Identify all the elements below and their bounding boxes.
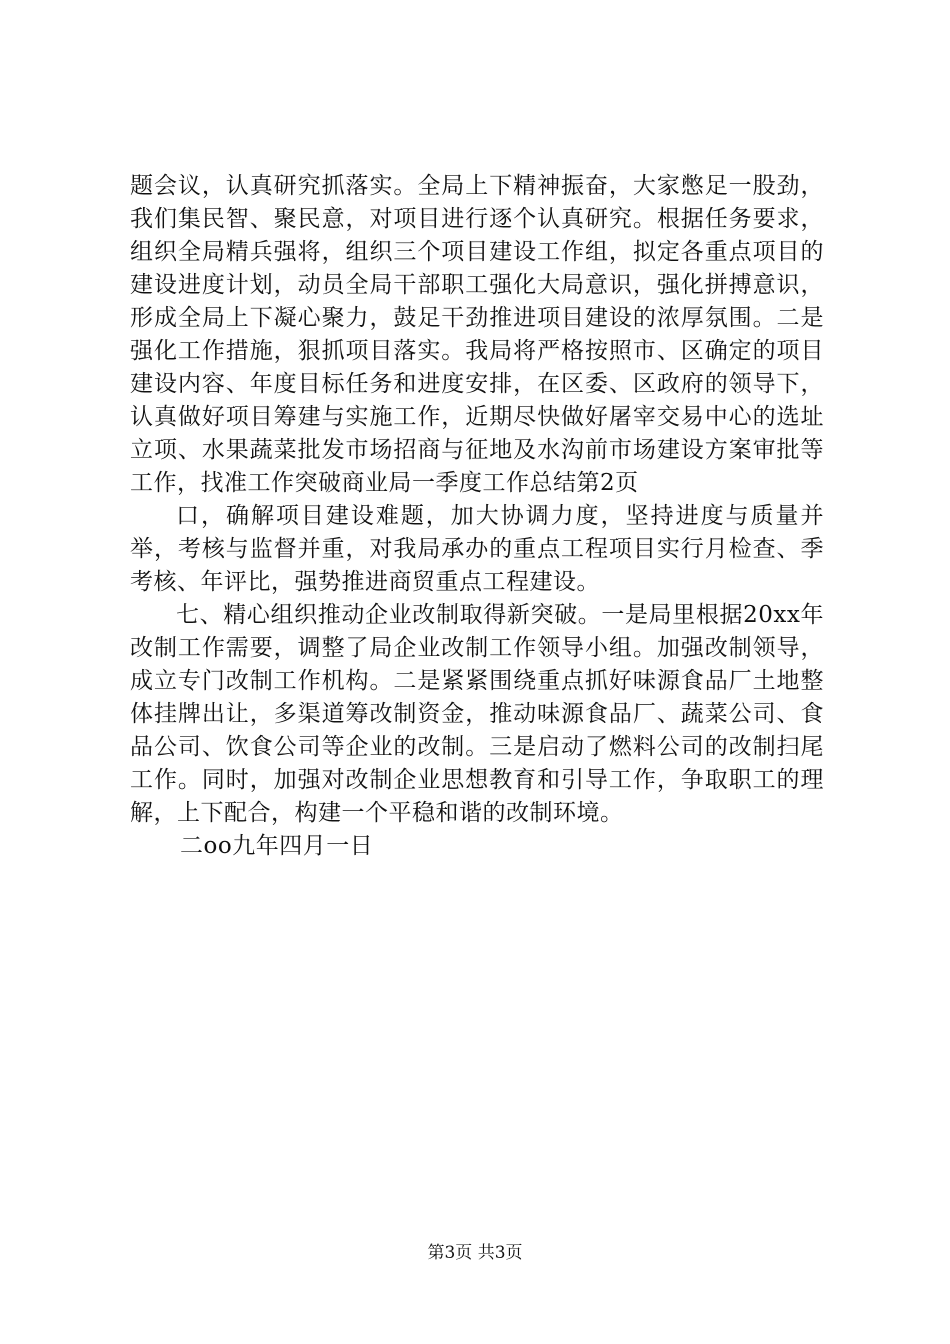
paragraph-project-difficulties: 口，确解项目建设难题，加大协调力度，坚持进度与质量并举，考核与监督并重，对我局承办的重点工程项目实行月检查、季考核、年评比，强势推进商贸重点工程建设。 <box>130 503 824 595</box>
paragraph-continuation: 题会议，认真研究抓落实。全局上下精神振奋，大家憋足一股劲，我们集民智、聚民意，对项目进行逐个认真研究。根据任务要求，组织全局精兵强将，组织三个项目建设工作组，拟定各重点项目的建设进度计划，动员全局干部职工强化大局意识，强化拼搏意识，形成全局上下凝心聚力，鼓足干劲推进项目建设的浓厚氛围。二是强化工作措施，狠抓项目落实。我局将严格按照市、区确定的项目建设内容、年度目标任务和进度安排，在区委、区政府的领导下，认真做好项目筹建与实施工作，近期尽快做好屠宰交易中心的选址立项、水果蔬菜批发市场招商与征地及水沟前市场建设方案审批等工作，找准工作突破商业局一季度工作总结第2页 <box>130 173 824 496</box>
document-body <box>130 170 824 863</box>
paragraph-enterprise-reform: 七、精心组织推动企业改制取得新突破。一是局里根据20xx年改制工作需要，调整了局企业改制工作领导小组。加强改制领导，成立专门改制工作机构。二是紧紧围绕重点抓好味源食品厂土地整体挂牌出让，多渠道筹改制资金，推动味源食品厂、蔬菜公司、食品公司、饮食公司等企业的改制。三是启动了燃料公司的改制扫尾工作。同时，加强对改制企业思想教育和引导工作，争取职工的理解，上下配合，构建一个平稳和谐的改制环境。 <box>130 602 824 826</box>
page-number-footer: 第3页 共3页 <box>427 1243 523 1263</box>
document-date: 二oo九年四月一日 <box>180 833 374 859</box>
